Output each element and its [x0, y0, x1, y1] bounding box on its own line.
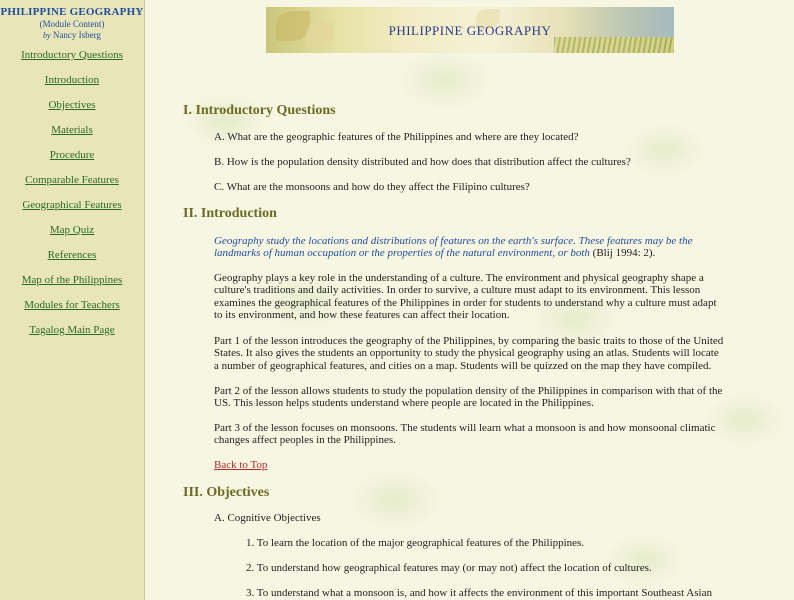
- nav-tagalog-main-page[interactable]: Tagalog Main Page: [29, 324, 115, 336]
- back-to-top-link[interactable]: Back to Top: [214, 459, 268, 471]
- nav-materials[interactable]: Materials: [51, 124, 93, 136]
- sidebar-title: PHILIPPINE GEOGRAPHY: [0, 6, 144, 18]
- question-c: C. What are the monsoons and how do they affect the Filipino cultures?: [214, 181, 530, 193]
- intro-paragraph-3: Part 2 of the lesson allows students to study the population density of the Philippines in comparison with that of the US. This lesson helps students understand where people are located in the Philippines.: [214, 385, 723, 410]
- intro-quote: [214, 235, 724, 260]
- sidebar-author: [0, 30, 144, 40]
- question-b: B. How is the population density distributed and how does that distribution affect the cultures?: [214, 156, 631, 168]
- nav-map-quiz[interactable]: Map Quiz: [49, 224, 95, 236]
- nav-map-of-the-philippines[interactable]: Map of the Philippines: [21, 274, 123, 286]
- nav-geographical-features[interactable]: Geographical Features: [22, 199, 122, 211]
- nav-references[interactable]: References: [47, 249, 97, 261]
- content-frame: [145, 0, 794, 600]
- author-name: Nancy Isberg: [52, 30, 101, 40]
- intro-paragraph-4: Part 3 of the lesson focuses on monsoons. The students will learn what a monsoon is and how monsoonal climatic changes affect peoples in the Philippines.: [214, 422, 716, 447]
- objective-3: 3. To understand what a monsoon is, and how it affects the environment of this important Southeast Asian: [246, 587, 712, 599]
- sidebar-nav: [0, 49, 144, 349]
- question-a: A. What are the geographic features of the Philippines and where are they located?: [214, 131, 579, 143]
- sidebar-frame: [0, 0, 145, 600]
- author-by: by: [43, 31, 51, 40]
- nav-modules-for-teachers[interactable]: Modules for Teachers: [24, 299, 120, 311]
- quote-reference: (Blij 1994: 2).: [589, 247, 656, 260]
- objective-2: 2. To understand how geographical features may (or may not) affect the location of cultures.: [246, 562, 652, 574]
- objective-1: 1. To learn the location of the major geographical features of the Philippines.: [246, 537, 585, 549]
- nav-procedure[interactable]: Procedure: [49, 149, 95, 161]
- cognitive-objectives-heading: A. Cognitive Objectives: [214, 512, 321, 524]
- back-to-top-wrapper: [214, 459, 267, 471]
- header-banner: [266, 7, 674, 53]
- nav-objectives[interactable]: Objectives: [48, 99, 96, 111]
- intro-paragraph-1: Geography plays a key role in the understanding of a culture. The environment and physical geography shape a culture's traditions and daily activities. In order to survive, a culture must adapt to its environment. This lesson examines the geographical features of the Philippines in order for students to understand why a culture must adapt to its environment, and how these features can affect their location.: [214, 272, 717, 322]
- heading-objectives: III. Objectives: [183, 485, 270, 500]
- sidebar-subtitle: (Module Content): [39, 19, 105, 29]
- banner-grass-decoration: [554, 37, 674, 53]
- nav-introduction[interactable]: Introduction: [44, 74, 100, 86]
- banner-title: PHILIPPINE GEOGRAPHY: [388, 23, 552, 38]
- quote-text: Geography study the locations and distributions of features on the earth's surface. These features may be the landmarks of human occupation or the properties of the natural environment, or both: [214, 235, 693, 260]
- heading-introduction: II. Introduction: [183, 206, 277, 221]
- nav-comparable-features[interactable]: Comparable Features: [25, 174, 119, 186]
- intro-paragraph-2: Part 1 of the lesson introduces the geography of the Philippines, by comparing the basic traits to those of the United States. It also gives the students an opportunity to study the physical geography using an atlas. Students will locate a number of geographical features, and cities on a map. Students will be quizzed on the map they have compiled.: [214, 335, 724, 372]
- heading-introductory-questions: I. Introductory Questions: [183, 103, 336, 118]
- nav-introductory-questions[interactable]: Introductory Questions: [21, 49, 123, 61]
